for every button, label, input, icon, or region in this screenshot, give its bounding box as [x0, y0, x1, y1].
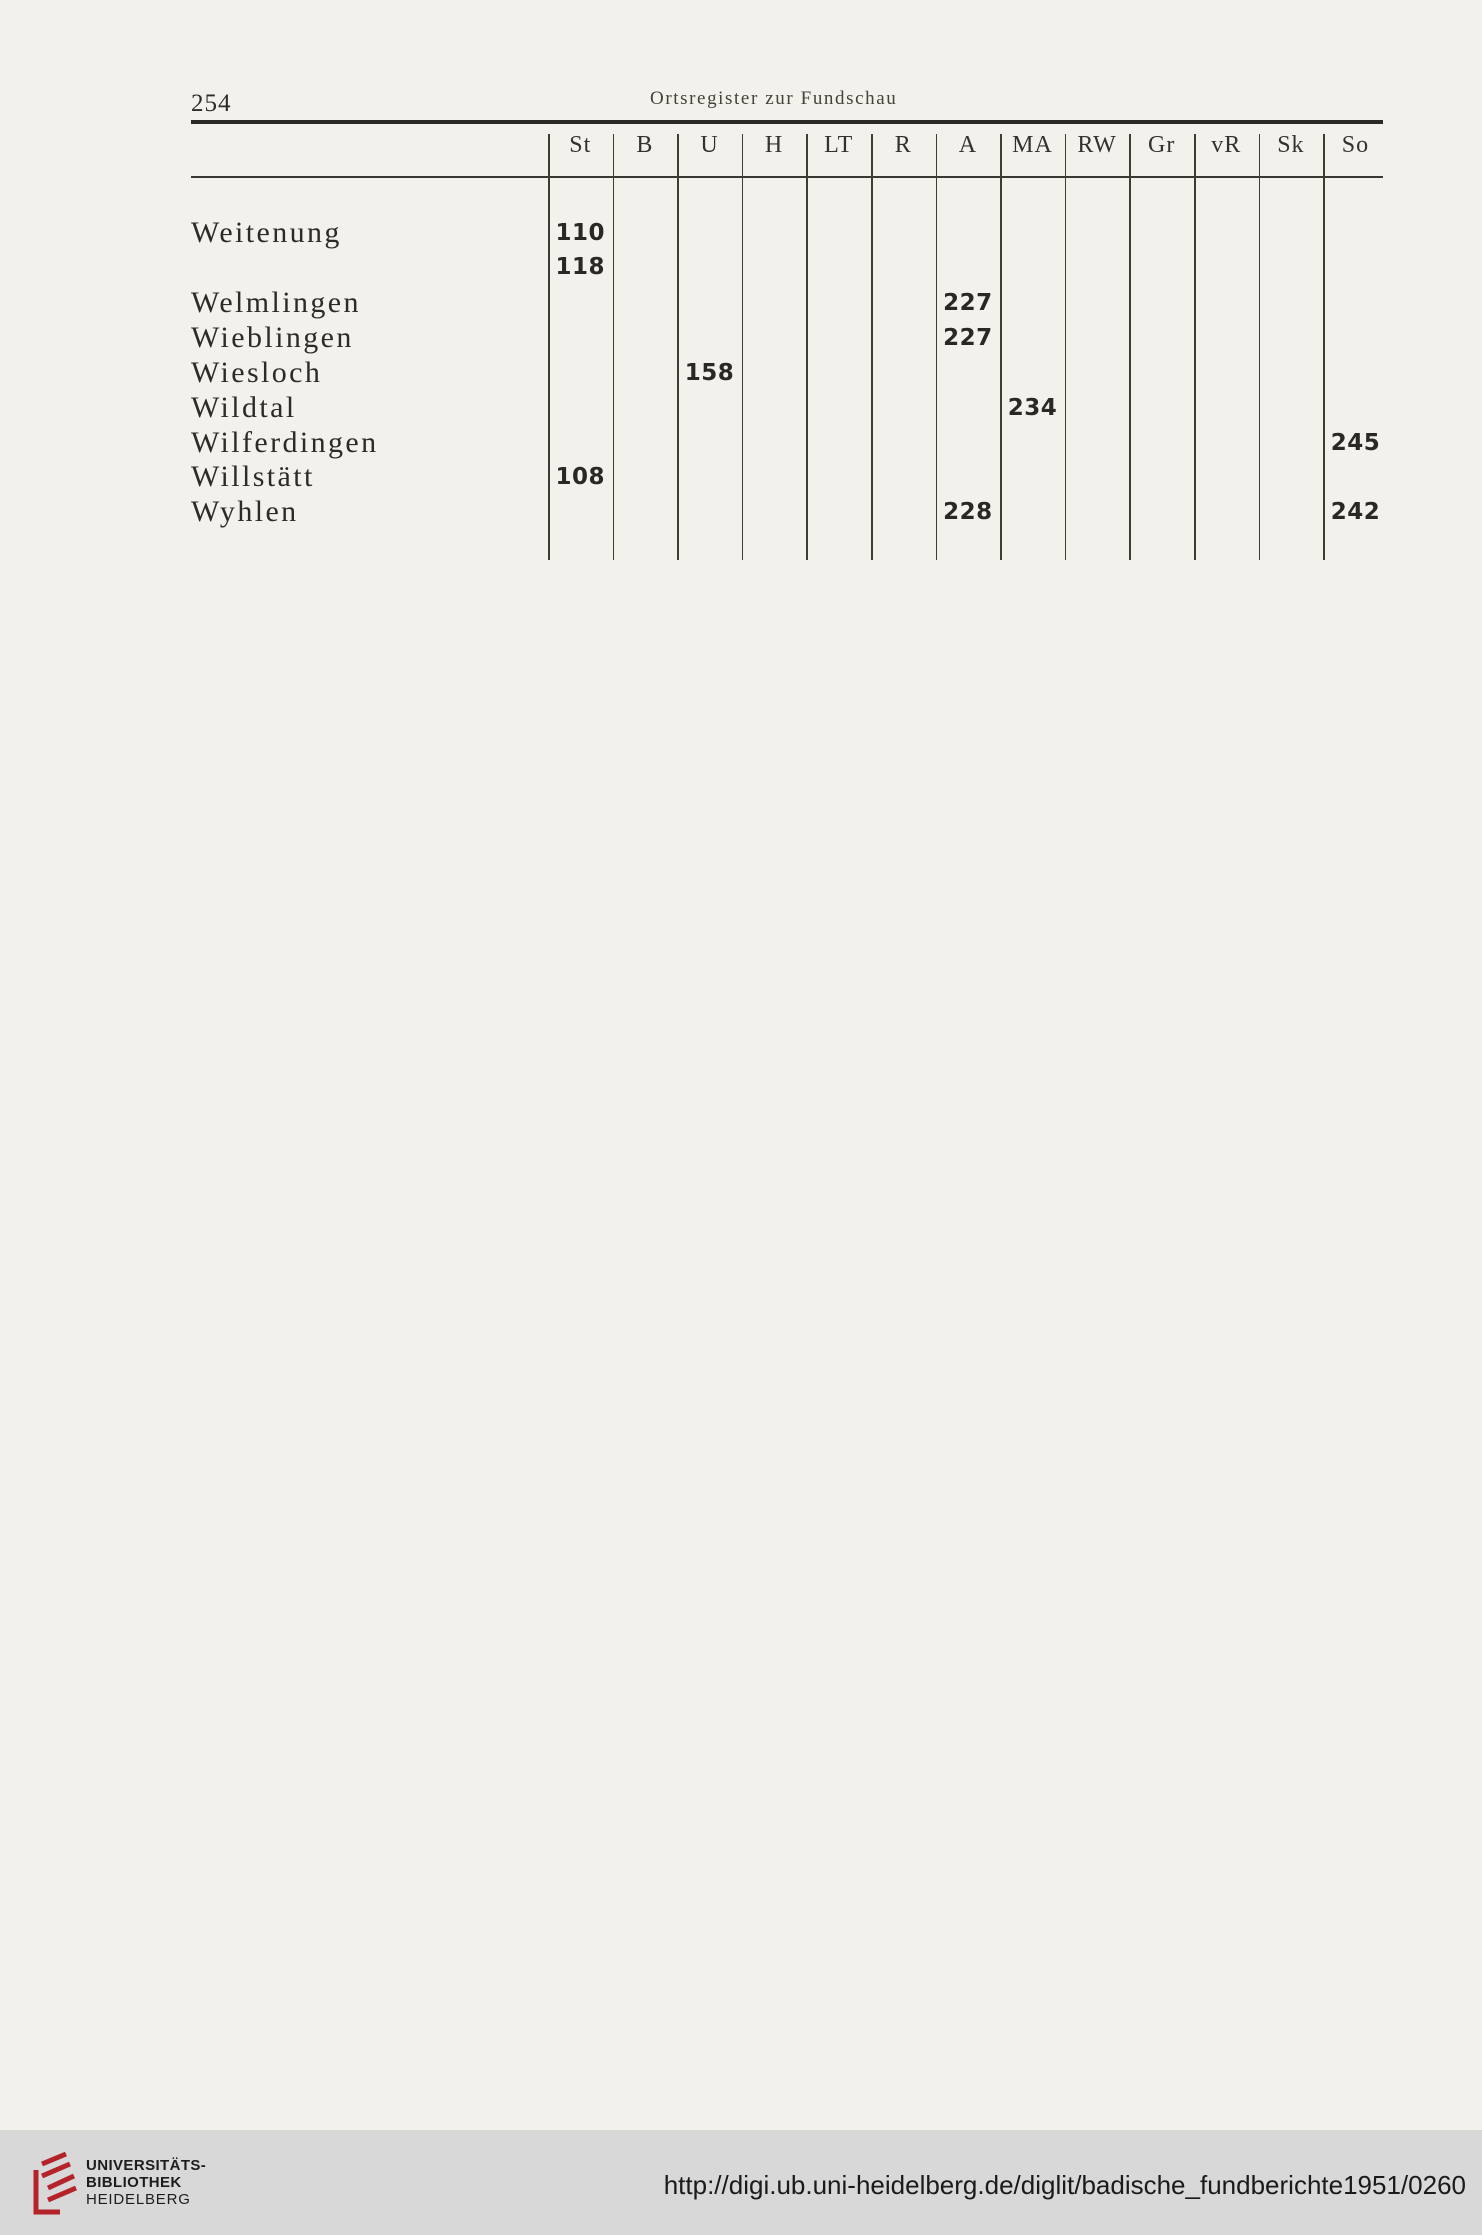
- library-name-line3: HEIDELBERG: [86, 2191, 191, 2208]
- column-divider: [1323, 134, 1325, 560]
- place-name: Welmlingen: [191, 286, 361, 319]
- column-header-ma: MA: [1012, 132, 1053, 158]
- column-divider: [806, 134, 808, 560]
- place-name: Weitenung: [191, 216, 342, 249]
- header-rule: [191, 120, 1383, 124]
- place-name: Wilferdingen: [191, 426, 379, 459]
- column-divider: [742, 134, 744, 560]
- column-header-vr: vR: [1211, 132, 1242, 158]
- column-header-st: St: [569, 132, 592, 158]
- column-divider: [1065, 134, 1067, 560]
- column-header-sk: Sk: [1277, 132, 1305, 158]
- permalink-url[interactable]: http://digi.ub.uni-heidelberg.de/diglit/badische_fundberichte1951/0260: [663, 2170, 1466, 2200]
- library-name-line2: BIBLIOTHEK: [86, 2174, 182, 2191]
- column-divider: [871, 134, 873, 560]
- column-divider: [1259, 134, 1261, 560]
- column-header-a: A: [958, 132, 978, 158]
- page-reference: 227: [943, 325, 993, 351]
- column-header-so: So: [1341, 132, 1370, 158]
- column-divider: [548, 134, 550, 560]
- page-reference: 110: [555, 220, 606, 246]
- column-header-h: H: [764, 132, 784, 158]
- column-divider: [677, 134, 679, 560]
- column-header-rule: [191, 176, 1383, 178]
- page-reference: 234: [1007, 395, 1058, 421]
- column-divider: [1000, 134, 1002, 560]
- footer-bar: [0, 2130, 1482, 2235]
- place-name: Wiesloch: [191, 356, 323, 389]
- page-reference: 118: [555, 254, 606, 280]
- page-reference: 242: [1330, 499, 1381, 525]
- column-header-gr: Gr: [1148, 132, 1176, 158]
- place-name: Wieblingen: [191, 321, 354, 354]
- place-name: Wyhlen: [191, 495, 299, 528]
- column-header-lt: LT: [824, 132, 854, 158]
- column-header-u: U: [700, 132, 719, 158]
- column-divider: [613, 134, 615, 560]
- page-reference: 158: [684, 360, 735, 386]
- column-header-rw: RW: [1077, 132, 1117, 158]
- place-name: Willstätt: [191, 460, 315, 493]
- column-header-r: R: [894, 132, 912, 158]
- page-reference: 228: [943, 499, 993, 525]
- column-header-b: B: [636, 132, 654, 158]
- column-divider: [1194, 134, 1196, 560]
- university-library-logo-icon: [30, 2150, 80, 2218]
- running-title: Ortsregister zur Fundschau: [650, 88, 898, 109]
- page-reference: 227: [943, 290, 993, 316]
- page-reference: 108: [555, 464, 606, 490]
- page-reference: 245: [1330, 430, 1381, 456]
- library-name-line1: UNIVERSITÄTS-: [86, 2157, 207, 2174]
- place-name: Wildtal: [191, 391, 297, 424]
- page-number: 254: [191, 90, 232, 117]
- column-divider: [1129, 134, 1131, 560]
- library-name: [86, 2157, 206, 2208]
